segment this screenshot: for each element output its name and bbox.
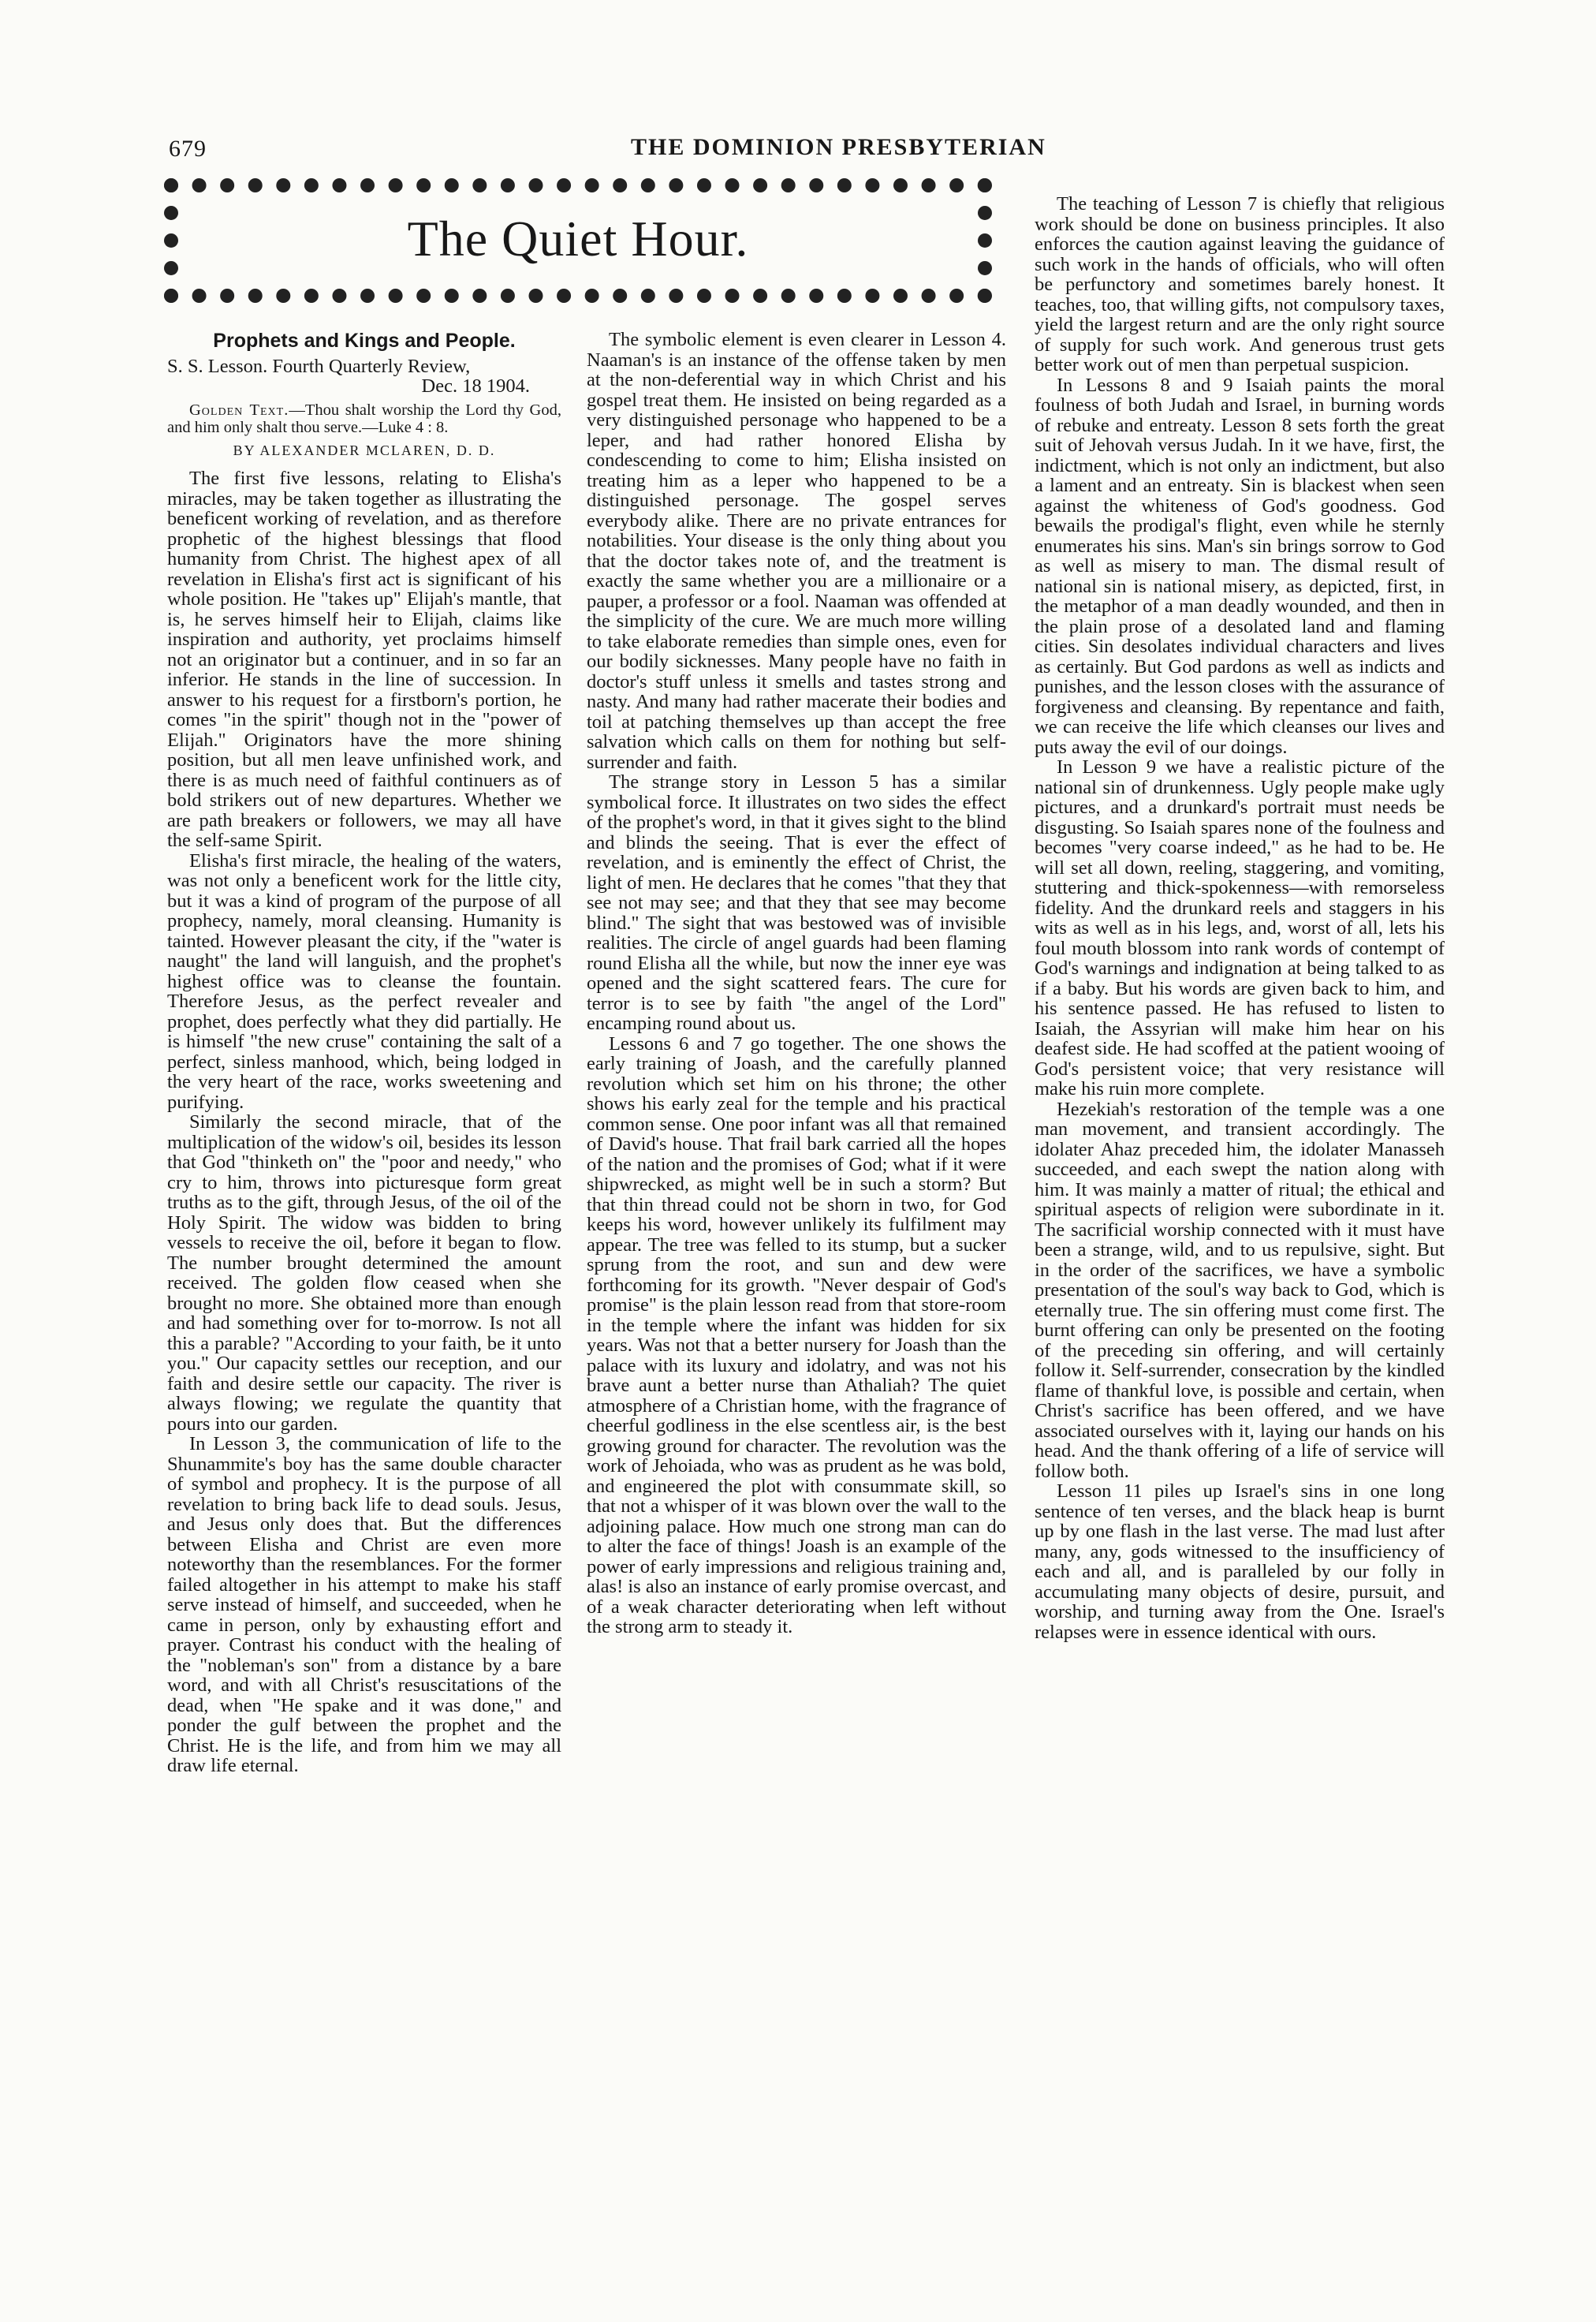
article-title: Prophets and Kings and People. bbox=[213, 330, 516, 352]
body-paragraph: In Lesson 9 we have a realistic picture of the national sin of drunkenness. Ugly people make ugly pictures, and a drunkard's portrait must needs be disgusting. So Isaiah spares none of the foulness and becomes "very coarse indeed," as he had to be. He will set all down, reeling, staggering, and vomiting, stuttering and thick-spokenness—with remorseless fidelity. And the drunkard reels and staggers in his wits as well as in his legs, and, worst of all, lets his foul mouth blossom into rank words of contempt of God's warnings and indignation at being talked to as if a baby. But his words are given back to him, and his sentence passed. He has refused to listen to Isaiah, the Assyrian will make him hear on his deafest side. He had scoffed at the patient wooing of God's persistent voice; that very resistance will make his ruin more complete. bbox=[1035, 756, 1445, 1099]
body-paragraph: The symbolic element is even clearer in Lesson 4. Naaman's is an instance of the offense taken by men at the non-deferential way in which Christ and his gospel treat them. He insisted on being regarded as a very distinguished personage who happened to be a leper, and had rather honored Elisha by condescending to come to him; Elisha insisted on treating him as a leper who happened to be a distinguished personage. The gospel serves everybody alike. There are no private entrances for notabilities. Your disease is the only thing about you that the doctor takes note of, and the treatment is exactly the same whether you are a millionaire or a pauper, a professor or a fool. Naaman was offended at the simplicity of the cure. We are much more willing to take elaborate remedies than simple ones, even for our bodily sicknesses. Many people have no faith in doctor's stuff unless it smells and tastes strong and nasty. And many had rather macerate their bodies and toil at patching themselves up than accept the free salvation which calls on them for nothing but self-surrender and faith. bbox=[587, 329, 1006, 773]
golden-text bbox=[167, 401, 561, 436]
body-paragraph: The teaching of Lesson 7 is chiefly that religious work should be done on business principles. It also enforces the caution against leaving the guidance of such work in the hands of officials, who will often be perfunctory and sometimes barely honest. It teaches, too, that willing gifts, not compulsory taxes, yield the largest return and are the only right source of supply for such work. And generous trust gets better work out of men than perpetual suspicion. bbox=[1035, 193, 1445, 375]
section-title: The Quiet Hour. bbox=[407, 211, 749, 267]
body-paragraph: Lessons 6 and 7 go together. The one shows the early training of Joash, and the carefully planned revolution which set him on his throne; the other shows his early zeal for the temple and his practical common sense. One poor infant was all that remained of David's house. That frail bark carried all the hopes of the nation and the promises of God; what if it were shipwrecked, as might well be in such a storm? But that thin thread could not be shorn in two, for God keeps his word, however unlikely its fulfilment may appear. The tree was felled to its stump, but a sucker sprung from the root, and sun and dew were forthcoming for its growth. "Never despair of God's promise" is the plain lesson read from that store-room in the temple where the infant was hidden for six years. Was not that a better nursery for Joash than the palace with its luxury and idolatry, and was not his brave aunt a better nurse than Athaliah? The quiet atmosphere of a Christian home, with the fragrance of cheerful godliness in the else scentless air, is the best growing ground for character. The revolution was the work of Jehoiada, who was as prudent as he was bold, and engineered the plot with consummate skill, so that not a whisper of it was blown over the wall to the adjoining palace. How much one strong man can do to alter the face of things! Joash is an example of the power of early impressions and religious training and, alas! is also an instance of early promise overcast, and of a weak character deteriorating when left without the strong arm to steady it. bbox=[587, 1032, 1007, 1637]
body-paragraph: Similarly the second miracle, that of the multiplication of the widow's oil, besides its lesson that God "thinketh on" the "poor and needy," who cry to him, throws into picturesque form great truths as to the gift, through Jesus, of the oil of the Holy Spirit. The widow was bidden to bring vessels to receive the oil, before it began to flow. The number brought determined the amount received. The golden flow ceased when she brought no more. She obtained more than enough and had something over for to-morrow. Is not all this a parable? "According to your faith, be it unto you." Our capacity settles our reception, and our faith and desire settle our capacity. The river is always flowing; we regulate the quantity that pours into our garden. bbox=[167, 1111, 561, 1435]
body-paragraph: Elisha's first miracle, the healing of the waters, was not only a beneficent work for the little city, but it was a kind of program of the purpose of all prophecy, namely, moral cleansing. Humanity is tainted. However pleasant the city, if the "water is naught" the land will languish, and the prophet's highest office was to cleanse the fountain. Therefore Jesus, as the perfect revealer and prophet, does perfectly what they did partially. He is himself "the new cruse" containing the salt of a perfect, sinless manhood, which, being lodged in the very heart of the race, works sweetening and purifying. bbox=[167, 849, 561, 1113]
column-2 bbox=[587, 330, 1006, 1637]
column-1 bbox=[167, 331, 561, 1776]
body-paragraph: The first five lessons, relating to Elisha's miracles, may be taken together as illustrating the beneficent working of revelation, and as therefore prophetic of the highest blessings that flood humanity from Christ. The highest apex of all revelation in Elisha's first act is significant of his whole position. He "takes up" Elijah's mantle, that is, he serves himself heir to Elijah, claims like inspiration and authority, yet proclaims himself not an originator but a continuer, and in so far an inferior. He stands in the line of succession. In answer to his request for a firstborn's portion, he comes "in the spirit" though not in the "power of Elijah." Originators have the more shining position, but all men leave unfinished work, and there is as much need of faithful continuers as of bold strikers out of new departures. Whether we are path breakers or followers, we may all have the self-same Spirit. bbox=[167, 468, 561, 851]
running-head: THE DOMINION PRESBYTERIAN bbox=[631, 134, 1046, 160]
column-3 bbox=[1035, 194, 1445, 1642]
body-paragraph: Hezekiah's restoration of the temple was a one man movement, and transient accordingly. The idolater Ahaz preceded him, the idolater Manasseh succeeded, and each swept the nation along with him. It was mainly a matter of ritual; the ethical and spiritual aspects of religion were subordinate in it. The sacrificial worship connected with it must have been a strange, wild, and to us repulsive, sight. But in the order of the sacrifices, we have a symbolic presentation of the soul's way back to God, which is eternally true. The sin offering must come first. The burnt offering can only be presented on the footing of the preceding sin offering, and will certainly follow it. Self-surrender, consecration by the kindled flame of thankful love, is possible and certain, when Christ's sacrifice has been offered, and we have associated ourselves with it, laying our hands on his head. And the thank offering of a life of service will follow both. bbox=[1035, 1098, 1445, 1482]
golden-text-body: —Thou shalt worship the Lord thy God, and him only shalt thou serve.—Luke 4 : 8. bbox=[167, 401, 561, 436]
byline: BY ALEXANDER MCLAREN, D. D. bbox=[233, 442, 496, 458]
body-paragraph: Lesson 11 piles up Israel's sins in one long sentence of ten verses, and the black heap is burnt up by one flash in the last verse. The mad lust after many, any, gods witnessed to the insufficiency of each and all, and is paralleled by our folly in accumulating many objects of desire, pursuit, and worship, and turning away from the One. Israel's relapses were in essence identical with ours. bbox=[1035, 1480, 1445, 1643]
page-number: 679 bbox=[169, 136, 207, 162]
body-paragraph: The strange story in Lesson 5 has a similar symbolical force. It illustrates on two sides the effect of the prophet's word, in that it gives sight to the blind and blinds the seeing. That is ever the effect of revelation, and is eminently the effect of Christ, the light of men. He declares that he comes "that they that see not may see; and that they that see may become blind." The sight that was bestowed was of invisible realities. The circle of angel guards had been flaming round Elisha all the while, but now the inner eye was opened and the sight scattered fears. The cure for terror is to see by faith "the angel of the Lord" encamping round about us. bbox=[587, 771, 1006, 1034]
section-banner bbox=[164, 178, 992, 303]
body-paragraph: In Lessons 8 and 9 Isaiah paints the moral foulness of both Judah and Israel, in burning words of rebuke and entreaty. Lesson 8 sets forth the great suit of Jehovah versus Judah. In it we have, first, the indictment, which is not only an indictment, but also a lament and an entreaty. Sin is blackest when seen against the whiteness of God's goodness. God bewails the prodigal's flight, even while he sternly enumerates his sins. Man's sin brings sorrow to God as well as misery to man. The dismal result of national sin is national misery, as depicted, first, in the metaphor of a man deadly wounded, and then in the plain prose of a desolated land and flaming cities. Sin desolates individual characters and lives as certainly. But God pardons as well as indicts and punishes, and the lesson closes with the assurance of forgiveness and cleansing. By repentance and faith, we can receive the life which cleanses our lives and puts away the evil of our doings. bbox=[1035, 374, 1445, 758]
body-paragraph: In Lesson 3, the communication of life to the Shunammite's boy has the same double character of symbol and prophecy. It is the purpose of all revelation to bring back life to dead souls. Jesus, and Jesus only does that. But the differences between Elisha and Christ are even more noteworthy than the resemblances. For the former failed altogether in his attempt to make his staff serve instead of himself, and succeeded, when he came in person, only by exhausting effort and prayer. Contrast his conduct with the healing of the "nobleman's son" from a distance by a bare word, and with all Christ's resuscitations of the dead, when "He spake and it was done," and ponder the gulf between the prophet and the Christ. He is the life, and from him we may all draw life eternal. bbox=[167, 1433, 561, 1776]
golden-text-label: Golden Text. bbox=[189, 401, 289, 419]
lesson-info: S. S. Lesson. Fourth Quarterly Review, bbox=[167, 355, 471, 377]
lesson-date: Dec. 18 1904. bbox=[421, 375, 530, 397]
